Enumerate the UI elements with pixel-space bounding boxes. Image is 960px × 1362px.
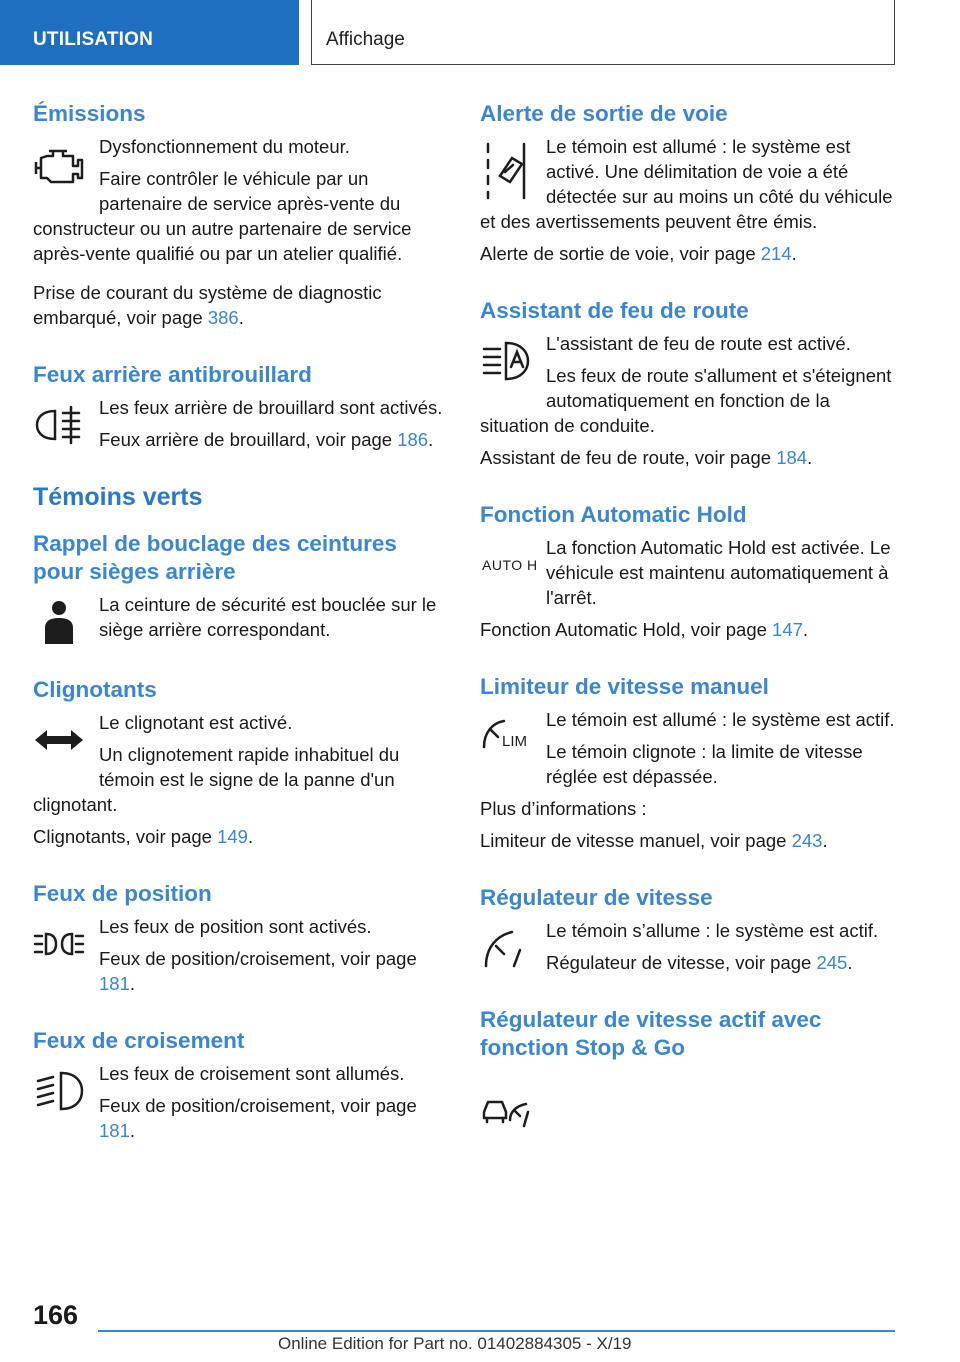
limiter-text-2: Le témoin clignote : la limite de vitesse réglée est dépassée. — [546, 741, 863, 787]
heading-position-lights: Feux de position — [33, 881, 212, 906]
heading-high-beam-assist: Assistant de feu de route — [480, 298, 749, 323]
limiter-text-1: Le témoin est allumé : le système est actif. — [546, 709, 895, 730]
section-tab: UTILISATION — [0, 0, 299, 65]
low-beam-text-1: Les feux de croisement sont allumés. — [99, 1063, 405, 1084]
high-beam-assist-icon — [480, 335, 532, 387]
indicators-text-3: Clignotants, voir page 149. — [33, 826, 254, 847]
page-link-386[interactable]: 386 — [207, 307, 239, 328]
entry-speed-limiter — [480, 673, 900, 860]
heading-indicators: Clignotants — [33, 677, 157, 702]
left-column — [33, 100, 453, 1174]
cruise-text-2: Régulateur de vitesse, voir page 245. — [546, 952, 853, 973]
footer-divider — [98, 1330, 895, 1332]
heading-seatbelt: Rappel de bouclage des ceintures pour sièges arrière — [33, 531, 397, 584]
entry-seatbelt — [33, 530, 453, 652]
rear-fog-light-icon — [33, 399, 85, 451]
rear-fog-text-1: Les feux arrière de brouillard sont activés. — [99, 397, 443, 418]
footer-edition: Online Edition for Part no. 01402884305 - X/19 — [278, 1334, 632, 1353]
auto-hold-text-2: Fonction Automatic Hold, voir page 147. — [480, 619, 809, 640]
auto-hold-icon — [480, 539, 538, 591]
chapter-title: Affichage — [311, 0, 895, 65]
seatbelt-person-icon — [33, 596, 85, 648]
rear-fog-text-2: Feux arrière de brouillard, voir page 186. — [99, 429, 434, 450]
page-link-181-a[interactable]: 181 — [99, 973, 130, 994]
lane-text-2: Alerte de sortie de voie, voir page 214. — [480, 243, 797, 264]
position-text-1: Les feux de position sont activés. — [99, 916, 372, 937]
page-number: 166 — [33, 1300, 79, 1330]
low-beam-text-2: Feux de position/croisement, voir page 181. — [99, 1095, 417, 1141]
right-column — [480, 100, 900, 1162]
heading-cruise-control: Régulateur de vitesse — [480, 885, 713, 910]
page-link-149[interactable]: 149 — [217, 826, 248, 847]
lane-departure-icon — [480, 138, 532, 202]
high-beam-text-2: Les feux de route s'allument et s'éteignent automatiquement en fonction de la situation de conduite. — [480, 365, 892, 436]
high-beam-text-1: L'assistant de feu de route est activé. — [546, 333, 851, 354]
page-link-147[interactable]: 147 — [772, 619, 803, 640]
heading-low-beam: Feux de croisement — [33, 1028, 245, 1053]
position-text-2: Feux de position/croisement, voir page 181. — [99, 948, 417, 994]
high-beam-text-3: Assistant de feu de route, voir page 184. — [480, 447, 813, 468]
emissions-text-1: Dysfonctionnement du moteur. — [99, 136, 350, 157]
heading-automatic-hold: Fonction Automatic Hold — [480, 502, 747, 527]
page-link-243[interactable]: 243 — [791, 830, 823, 851]
entry-automatic-hold — [480, 501, 900, 649]
heading-speed-limiter: Limiteur de vitesse manuel — [480, 674, 769, 699]
page-link-181-b[interactable]: 181 — [99, 1120, 130, 1141]
limiter-text-3: Plus d’informations : — [480, 798, 647, 819]
speed-limiter-icon — [480, 711, 532, 763]
turn-signal-icon — [33, 714, 85, 766]
auto-hold-icon-text: AUTO H — [482, 557, 538, 573]
entry-acc-stop-go — [480, 1006, 900, 1138]
entry-indicators — [33, 676, 453, 856]
entry-low-beam — [33, 1027, 453, 1150]
cruise-text-1: Le témoin s’allume : le système est actif. — [546, 920, 879, 941]
page-link-186[interactable]: 186 — [397, 429, 429, 450]
page-link-184[interactable]: 184 — [776, 447, 808, 468]
entry-high-beam-assist — [480, 297, 900, 477]
acc-stop-go-icon — [480, 1082, 532, 1134]
entry-emissions — [33, 100, 453, 337]
speed-limiter-icon-text: LIM — [502, 733, 528, 750]
entry-lane-departure — [480, 100, 900, 273]
entry-cruise-control — [480, 884, 900, 982]
low-beam-icon — [33, 1065, 85, 1117]
limiter-text-4: Limiteur de vitesse manuel, voir page 243. — [480, 830, 828, 851]
indicators-text-2: Un clignotement rapide inhabituel du témoin est le signe de la panne d'un clignotant. — [33, 744, 400, 815]
indicators-text-1: Le clignotant est activé. — [99, 712, 293, 733]
auto-hold-text-1: La fonction Automatic Hold est activée. Le véhicule est maintenu automatiquement à l'arrêt. — [546, 537, 891, 608]
heading-lane-departure: Alerte de sortie de voie — [480, 101, 728, 126]
page-link-245[interactable]: 245 — [816, 952, 848, 973]
entry-rear-fog — [33, 361, 453, 459]
engine-icon — [33, 138, 85, 190]
page-link-214[interactable]: 214 — [760, 243, 792, 264]
entry-position-lights — [33, 880, 453, 1003]
emissions-text-2: Faire contrôler le véhicule par un partenaire de service après-vente du constructeur ou un autre partenaire de service après-vente qualifié ou par un atelier qualifié. — [33, 168, 412, 264]
emissions-text-3: Prise de courant du système de diagnostic embarqué, voir page 386. — [33, 282, 382, 328]
heading-acc-stop-go: Régulateur de vitesse actif avec fonction Stop & Go — [480, 1007, 822, 1060]
seatbelt-text-1: La ceinture de sécurité est bouclée sur le siège arrière correspondant. — [99, 594, 437, 640]
heading-green-indicators: Témoins verts — [33, 483, 203, 511]
heading-emissions: Émissions — [33, 101, 146, 126]
position-lights-icon — [33, 918, 85, 970]
cruise-control-icon — [480, 922, 532, 974]
lane-text-1: Le témoin est allumé : le système est activé. Une délimitation de voie a été détectée sur au moins un côté du véhicule et des avertissements peuvent être émis. — [480, 136, 893, 232]
heading-rear-fog: Feux arrière antibrouillard — [33, 362, 312, 387]
